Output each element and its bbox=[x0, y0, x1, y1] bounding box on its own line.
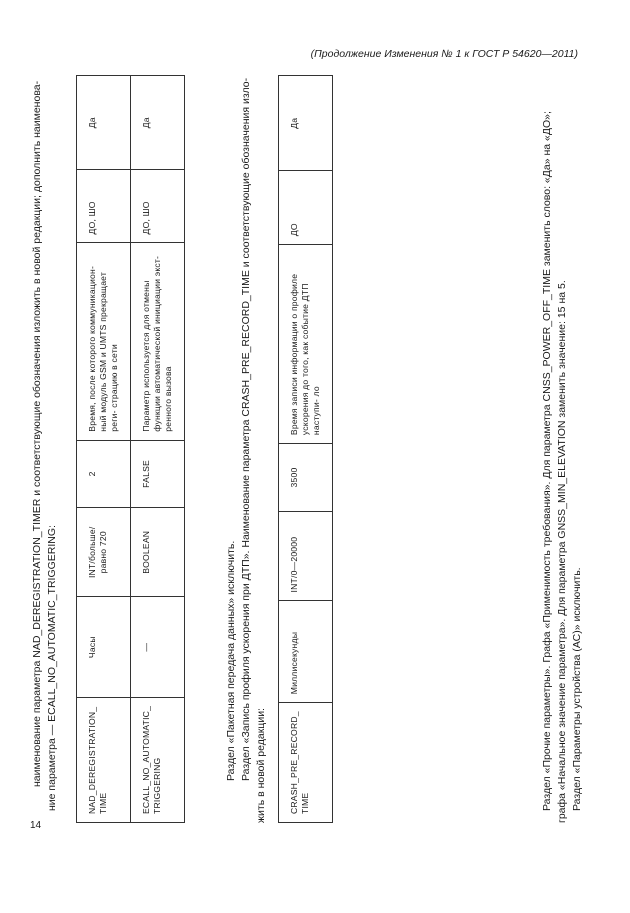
table-cell: ECALL_NO_AUTOMATIC_ TRIGGERING bbox=[131, 697, 185, 822]
table-cell: FALSE bbox=[131, 440, 185, 507]
mid-line-1: Раздел «Пакетная передача данных» исключить. bbox=[225, 540, 237, 781]
table-cell: Время, после которого коммуникацион- ный модуль GSM и UMTS прекращает реги- страцию в сети bbox=[77, 243, 131, 440]
table-row bbox=[131, 76, 185, 823]
table-cell: INT/0—20000 bbox=[279, 511, 333, 601]
table-cell: Время записи информации о профиле ускорения до того, как событие ДТП наступи- ло bbox=[279, 245, 333, 444]
intro-line-1: наименование параметра NAD_DEREGISTRATION_TIMER и соответствующие обозначения изложить в новой редакции; дополнить наименова- bbox=[31, 80, 43, 787]
table-cell: Часы bbox=[77, 597, 131, 698]
table-cell: NAD_DEREGISTRATION_ TIME bbox=[77, 697, 131, 822]
end-line-3: Раздел «Параметры устройства (АС)» исключить. bbox=[571, 567, 583, 811]
mid-line-3: жить в новой редакции: bbox=[255, 708, 267, 823]
table-cell: Да bbox=[77, 76, 131, 170]
table-2 bbox=[278, 75, 333, 823]
table-cell: Да bbox=[279, 76, 333, 172]
intro-line-2: ние параметра — ECALL_NO_AUTOMATIC_TRIGGERING: bbox=[46, 525, 58, 811]
table-cell: BOOLEAN bbox=[131, 508, 185, 597]
rotated-content bbox=[30, 75, 590, 823]
mid-line-2: Раздел «Запись профиля ускорения при ДТП». Наименование параметра CRASH_PRE_RECORD_TIME и соответствующие обозначения изло- bbox=[240, 77, 252, 781]
end-line-2: графа «Начальное значение параметра». Для параметра GNSS_MIN_ELEVATION заменить значение: 15 на 5. bbox=[556, 280, 568, 823]
table-row bbox=[279, 76, 333, 823]
table-cell: 2 bbox=[77, 440, 131, 507]
table-cell: ДО, ШО bbox=[131, 170, 185, 243]
page-header: (Продолжение Изменения № 1 к ГОСТ Р 54620—2011) bbox=[310, 48, 578, 60]
table-cell: Параметр используется для отмены функции автоматической инициации экст- ренного вызова bbox=[131, 243, 185, 440]
table-1 bbox=[76, 75, 185, 823]
table-cell: CRASH_PRE_RECORD_ TIME bbox=[279, 703, 333, 823]
table-cell: INT/больше/ равно 720 bbox=[77, 508, 131, 597]
table-cell: Миллисекунды bbox=[279, 601, 333, 703]
end-line-1: Раздел «Прочие параметры». Графа «Применимость требования». Для параметра CNSS_POWER_OFF_TIME заменить слово: «Да» на «ДО»; bbox=[541, 111, 553, 811]
table-cell: 3500 bbox=[279, 444, 333, 512]
page-number: 14 bbox=[30, 820, 42, 831]
table-row bbox=[77, 76, 131, 823]
table-cell: ДО bbox=[279, 171, 333, 245]
table-cell: — bbox=[131, 597, 185, 698]
table-cell: Да bbox=[131, 76, 185, 170]
table-cell: ДО, ШО bbox=[77, 170, 131, 243]
